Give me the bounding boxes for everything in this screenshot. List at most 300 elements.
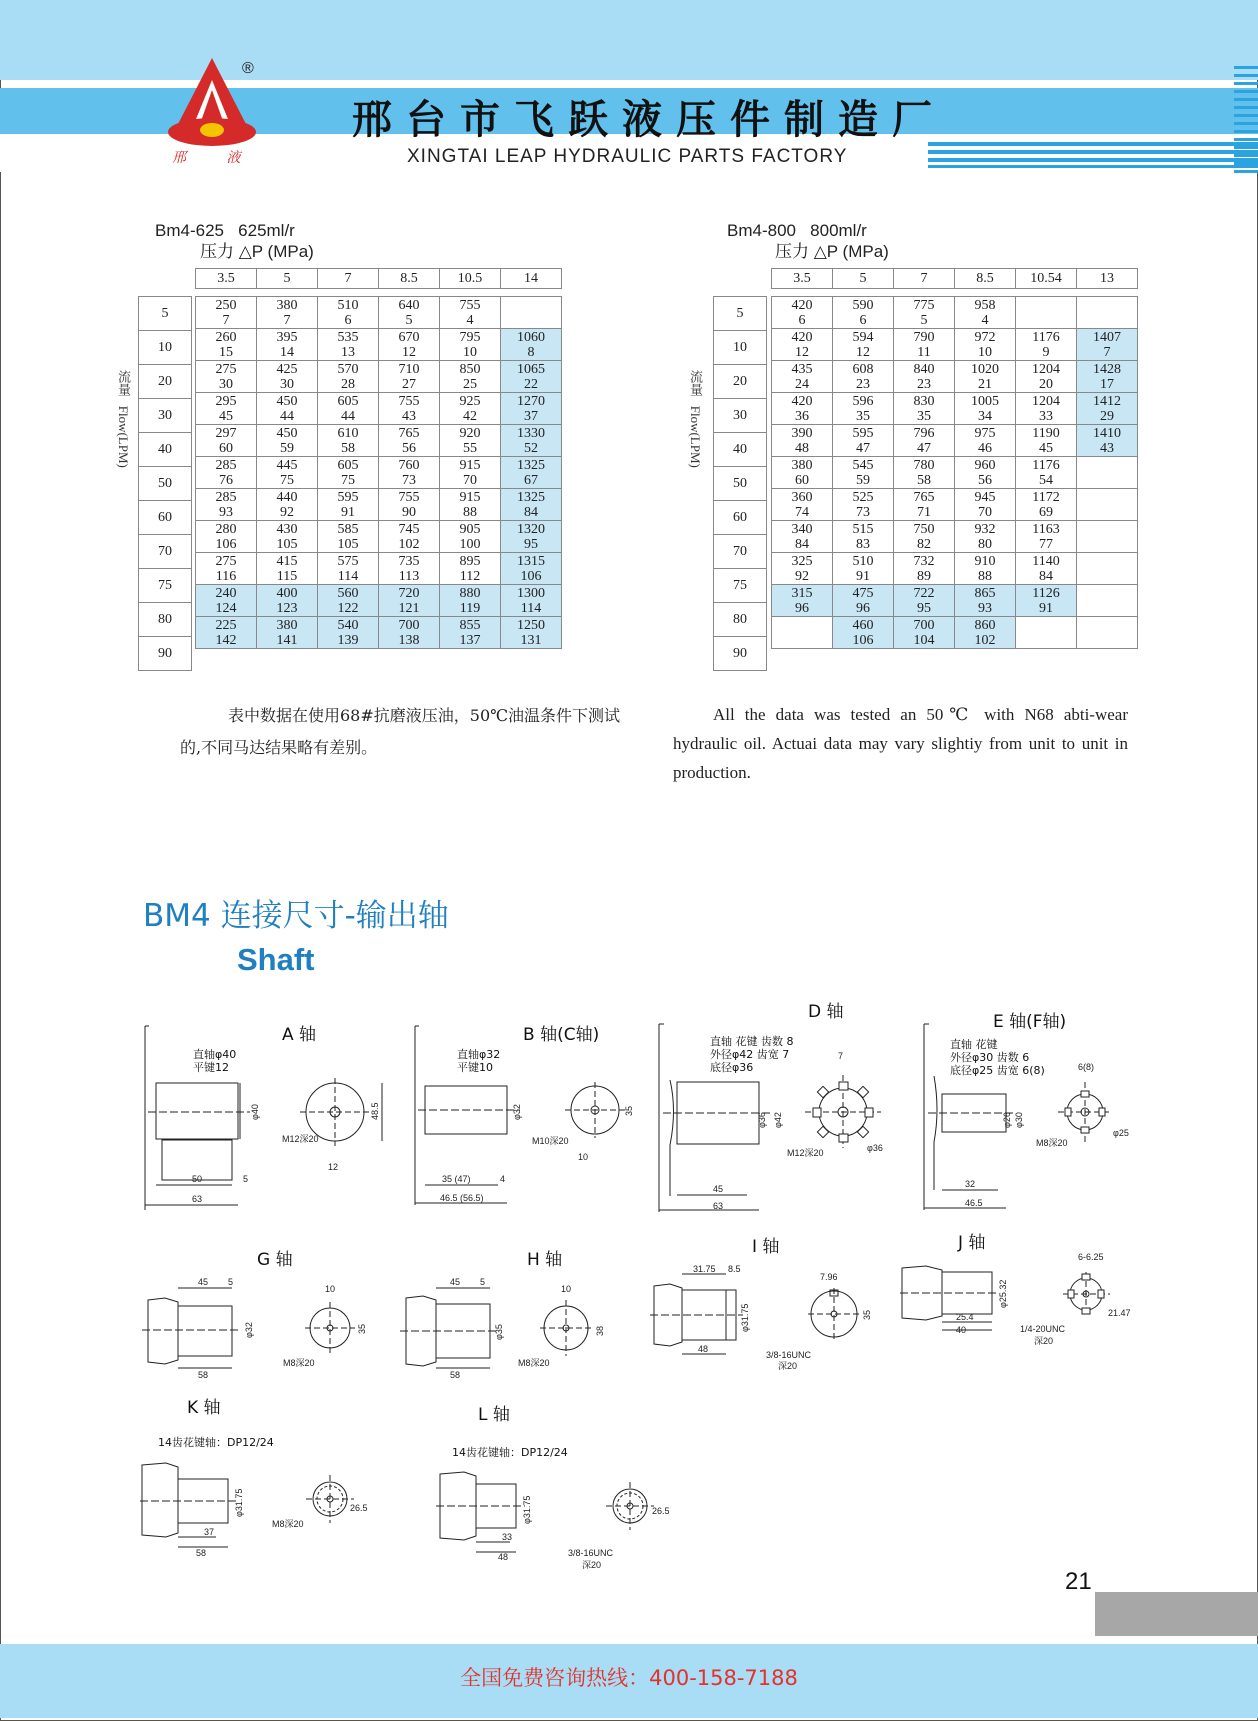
torque-value: 84 [524,504,538,520]
speed-value: 340 [791,521,813,537]
shaft-k-drawing [138,1455,378,1560]
data-cell [1077,617,1138,649]
speed-value: 795 [459,329,481,345]
speed-value: 850 [459,361,481,377]
torque-value: 74 [795,504,809,520]
speed-value: 895 [459,553,481,569]
speed-value: 1140 [1032,553,1060,569]
shaft-e-spec-line: 底径φ25 齿宽 6(8) [950,1064,1045,1077]
torque-value: 43 [1100,440,1114,456]
data-cell [1077,329,1138,361]
torque-value: 122 [337,600,359,616]
torque-value: 47 [856,440,870,456]
torque-value: 102 [974,632,996,648]
pressure-header-cell: 10.5 [440,269,501,289]
data-cell [772,393,833,425]
data-cell [833,361,894,393]
torque-value: 28 [341,376,355,392]
flow-header-cell: 75 [714,569,767,603]
torque-value: 14 [280,344,294,360]
speed-value: 560 [337,585,359,601]
speed-value: 525 [852,489,874,505]
torque-value: 84 [1039,568,1053,584]
speed-value: 735 [398,553,420,569]
speed-value: 722 [913,585,935,601]
speed-value: 380 [276,617,298,633]
torque-value: 12 [795,344,809,360]
data-cell [196,521,257,553]
torque-value: 23 [917,376,931,392]
torque-value: 138 [398,632,420,648]
pressure-header-cell: 5 [833,269,894,289]
torque-value: 52 [524,440,538,456]
shaft-b-dim: 4 [500,1174,506,1184]
data-cell [1077,393,1138,425]
shaft-j-drawing [898,1250,1138,1365]
shaft-g-dim: 58 [198,1370,209,1380]
shaft-g-dim: 35 [357,1323,367,1334]
shaft-l-dim: 33 [502,1532,513,1542]
speed-value: 925 [459,393,481,409]
torque-value: 93 [978,600,992,616]
shaft-l-dim: φ31.75 [522,1495,532,1524]
speed-value: 1163 [1032,521,1060,537]
data-cell [501,457,562,489]
speed-value: 280 [215,521,237,537]
data-cell [1016,297,1077,329]
speed-value: 775 [913,297,935,313]
data-cell [955,585,1016,617]
shaft-e-dim: φ26 [1002,1112,1012,1128]
data-cell [196,457,257,489]
torque-value: 55 [463,440,477,456]
speed-value: 1190 [1032,425,1060,441]
torque-value: 124 [215,600,237,616]
torque-value: 60 [219,440,233,456]
speed-value: 608 [852,361,874,377]
data-cell [440,585,501,617]
speed-value: 920 [459,425,481,441]
shaft-a-dim: M12深20 [282,1134,319,1144]
shaft-h-dim: φ35 [494,1324,504,1340]
speed-value: 915 [459,489,481,505]
speed-value: 1176 [1032,329,1060,345]
data-cell [257,329,318,361]
data-cell [1016,553,1077,585]
table-row [772,297,1138,329]
data-cell [196,489,257,521]
speed-value: 450 [276,425,298,441]
data-cell [440,297,501,329]
torque-value: 141 [276,632,298,648]
torque-value: 45 [1039,440,1053,456]
flow-label-cn: 流量 [688,370,703,396]
torque-value: 115 [276,568,298,584]
data-cell [196,425,257,457]
data-cell [1016,329,1077,361]
pressure-header-cell: 14 [501,269,562,289]
speed-value: 755 [459,297,481,313]
flow-header-cell: 50 [139,467,192,501]
shaft-d-spec-line: 底径φ36 [710,1061,754,1074]
shaft-j-dim: 深20 [1034,1336,1054,1346]
shaft-e-drawing [920,1020,1140,1220]
speed-value: 1325 [517,457,545,473]
data-cell [501,553,562,585]
company-logo [150,50,274,168]
torque-value: 56 [402,440,416,456]
shaft-b-label: B 轴(C轴) [523,1025,600,1045]
data-cell [833,297,894,329]
data-cell [772,297,833,329]
shaft-a-dim: 50 [192,1174,203,1184]
shaft-b-dim: 46.5 (56.5) [440,1193,484,1203]
table-row [772,617,1138,649]
torque-value: 88 [463,504,477,520]
data-cell [318,489,379,521]
torque-value: 104 [913,632,935,648]
speed-value: 445 [276,457,298,473]
speed-value: 510 [852,553,874,569]
torque-value: 89 [917,568,931,584]
table-row [196,361,562,393]
data-cell [440,457,501,489]
data-cell [318,617,379,649]
shaft-b-spec-line: 直轴φ32 [457,1048,501,1061]
torque-value: 48 [795,440,809,456]
torque-value: 91 [341,504,355,520]
torque-value: 34 [978,408,992,424]
data-cell [955,329,1016,361]
pressure-header-cell: 5 [257,269,318,289]
data-cell [501,585,562,617]
pressure-header-cell: 8.5 [379,269,440,289]
data-cell [833,329,894,361]
shaft-a-dim: 12 [328,1162,339,1172]
table-row [772,585,1138,617]
data-cell [833,393,894,425]
data-cell [894,617,955,649]
speed-value: 570 [337,361,359,377]
torque-value: 36 [795,408,809,424]
torque-value: 100 [459,536,481,552]
shaft-g-dim: φ32 [244,1322,254,1338]
torque-value: 37 [524,408,538,424]
torque-value: 46 [978,440,992,456]
torque-value: 139 [337,632,359,648]
data-cell [440,553,501,585]
shaft-i-dim: 8.5 [728,1264,741,1274]
torque-value: 59 [856,472,870,488]
shaft-l-dim: 26.5 [652,1506,670,1516]
torque-value: 83 [856,536,870,552]
torque-value: 102 [398,536,420,552]
torque-value: 121 [398,600,420,616]
speed-value: 700 [398,617,420,633]
torque-value: 44 [341,408,355,424]
data-cell [440,489,501,521]
table-row [196,457,562,489]
torque-value: 6 [344,312,352,328]
data-cell [1016,393,1077,425]
speed-value: 1005 [971,393,999,409]
shaft-g-label: G 轴 [257,1250,293,1270]
table2-flow-axis-label [686,370,705,468]
flow-header-cell: 40 [714,433,767,467]
data-cell [772,553,833,585]
data-cell [318,553,379,585]
table-row [772,425,1138,457]
torque-value: 105 [337,536,359,552]
shaft-d-label: D 轴 [808,1002,844,1022]
torque-value: 95 [524,536,538,552]
flow-header-cell: 90 [714,637,767,671]
speed-value: 905 [459,521,481,537]
torque-value: 67 [524,472,538,488]
data-cell [501,425,562,457]
speed-value: 780 [913,457,935,473]
shaft-l-spec: 14齿花键轴：DP12/24 [452,1446,568,1459]
speed-value: 475 [852,585,874,601]
shaft-i-dim: 3/8-16UNC [766,1350,812,1360]
data-cell [894,489,955,521]
shaft-h-dim: M8深20 [518,1358,550,1368]
shaft-a-spec-line: 直轴φ40 [193,1048,237,1061]
header-stripe [928,165,1258,168]
speed-value: 460 [852,617,874,633]
torque-value: 4 [466,312,474,328]
shaft-g-drawing [140,1270,390,1380]
shaft-e-dim: φ30 [1014,1112,1024,1128]
data-cell [196,361,257,393]
speed-value: 1020 [971,361,999,377]
data-cell [501,297,562,329]
torque-value: 58 [341,440,355,456]
torque-value: 106 [852,632,874,648]
shaft-a-drawing [140,1020,400,1220]
header-side-stripes [1234,66,1258,186]
speed-value: 225 [215,617,237,633]
speed-value: 515 [852,521,874,537]
data-cell [196,585,257,617]
speed-value: 540 [337,617,359,633]
data-cell [772,585,833,617]
pressure-header-cell: 10.54 [1016,269,1077,289]
torque-value: 76 [219,472,233,488]
torque-value: 91 [856,568,870,584]
shaft-h-label: H 轴 [527,1250,563,1270]
data-cell [772,617,833,649]
speed-value: 700 [913,617,935,633]
speed-value: 945 [974,489,996,505]
torque-value: 105 [276,536,298,552]
table2-model: Bm4-800 [727,221,796,240]
data-cell [955,361,1016,393]
pressure-header-cell: 13 [1077,269,1138,289]
data-cell [318,585,379,617]
speed-value: 1325 [517,489,545,505]
speed-value: 830 [913,393,935,409]
shaft-d-drawing [655,1020,905,1220]
data-cell [318,329,379,361]
torque-value: 92 [795,568,809,584]
shaft-d-dim: M12深20 [787,1148,824,1158]
torque-value: 131 [520,632,542,648]
speed-value: 250 [215,297,237,313]
table-row [196,585,562,617]
table-row [196,521,562,553]
speed-value: 755 [398,489,420,505]
torque-value: 13 [341,344,355,360]
torque-value: 137 [459,632,481,648]
table-row [772,361,1138,393]
speed-value: 855 [459,617,481,633]
data-cell [955,297,1016,329]
speed-value: 590 [852,297,874,313]
shaft-e-dim: φ25 [1113,1128,1129,1138]
data-cell [1077,361,1138,393]
table1-data-grid [195,296,562,649]
data-cell [1077,489,1138,521]
speed-value: 860 [974,617,996,633]
company-name-en: XINGTAI LEAP HYDRAULIC PARTS FACTORY [407,146,848,167]
data-cell [440,617,501,649]
data-cell [440,361,501,393]
shaft-l-dim: 48 [498,1552,509,1562]
table-row [772,521,1138,553]
shaft-b-dim: M10深20 [532,1136,569,1146]
torque-value: 123 [276,600,298,616]
torque-value: 70 [463,472,477,488]
speed-value: 535 [337,329,359,345]
speed-value: 420 [791,393,813,409]
shaft-h-dim: 10 [561,1284,572,1294]
speed-value: 325 [791,553,813,569]
header-stripe [928,158,1258,162]
shaft-d-spec-line: 外径φ42 齿宽 7 [710,1048,790,1061]
shaft-k-dim: M8深20 [272,1519,304,1529]
torque-value: 93 [219,504,233,520]
speed-value: 1176 [1032,457,1060,473]
speed-value: 865 [974,585,996,601]
speed-value: 710 [398,361,420,377]
torque-value: 73 [402,472,416,488]
torque-value: 77 [1039,536,1053,552]
data-cell [257,521,318,553]
data-cell [379,361,440,393]
speed-value: 380 [791,457,813,473]
torque-value: 73 [856,504,870,520]
speed-value: 605 [337,457,359,473]
speed-value: 1300 [517,585,545,601]
speed-value: 972 [974,329,996,345]
registered-mark: ® [242,60,254,77]
torque-value: 9 [1042,344,1050,360]
speed-value: 275 [215,553,237,569]
torque-value: 58 [917,472,931,488]
flow-header-cell: 70 [714,535,767,569]
torque-value: 70 [978,504,992,520]
shaft-h-dim: 45 [450,1277,461,1287]
shaft-b-dim: 35 (47) [442,1174,471,1184]
shaft-j-dim: 6-6.25 [1078,1252,1104,1262]
torque-value: 12 [856,344,870,360]
speed-value: 1270 [517,393,545,409]
shaft-i-dim: 48 [698,1344,709,1354]
data-cell [196,393,257,425]
shaft-g-dim: 10 [325,1284,336,1294]
torque-value: 29 [1100,408,1114,424]
shaft-b-dim: φ32 [512,1104,522,1120]
speed-value: 750 [913,521,935,537]
torque-value: 114 [337,568,359,584]
shaft-e-dim: M8深20 [1036,1138,1068,1148]
shaft-k-dim: φ31.75 [234,1488,244,1517]
data-cell [379,617,440,649]
data-cell [1016,425,1077,457]
torque-value: 25 [463,376,477,392]
speed-value: 390 [791,425,813,441]
torque-value: 84 [795,536,809,552]
shaft-l-label: L 轴 [478,1405,510,1425]
logo-text: 邢 液 [172,150,259,166]
torque-value: 27 [402,376,416,392]
speed-value: 755 [398,393,420,409]
flow-header-cell: 10 [139,331,192,365]
shaft-a-dim: 48.5 [370,1102,380,1120]
flow-header-cell: 60 [714,501,767,535]
shaft-e-spec-line: 直轴 花键 [950,1038,998,1051]
table-row [772,457,1138,489]
data-cell [772,521,833,553]
torque-value: 21 [978,376,992,392]
torque-value: 59 [280,440,294,456]
shaft-h-dim: 5 [480,1277,486,1287]
data-cell [1077,457,1138,489]
data-cell [772,489,833,521]
data-cell [257,297,318,329]
flow-label-cn: 流量 [116,370,131,396]
data-cell [440,521,501,553]
torque-value: 10 [978,344,992,360]
torque-value: 80 [978,536,992,552]
data-cell [894,361,955,393]
speed-value: 1315 [517,553,545,569]
table-row [772,489,1138,521]
torque-value: 96 [795,600,809,616]
note-english: All the data was tested an 50℃ with N68 abti-wear hydraulic oil. Actuai data may vary slightiy from unit to unit in production. [673,705,1128,782]
table2-pressure-label: 压力 △P (MPa) [775,242,889,261]
shaft-i-dim: 7.96 [820,1272,838,1282]
table2-displacement: 800ml/r [810,221,867,240]
data-cell [257,617,318,649]
torque-value: 90 [402,504,416,520]
speed-value: 1330 [517,425,545,441]
table-row [196,425,562,457]
speed-value: 1065 [517,361,545,377]
speed-value: 1204 [1032,393,1060,409]
speed-value: 670 [398,329,420,345]
shaft-b-dim: 35 [624,1105,634,1116]
data-cell [955,425,1016,457]
speed-value: 745 [398,521,420,537]
speed-value: 595 [852,425,874,441]
torque-value: 82 [917,536,931,552]
data-cell [257,457,318,489]
shaft-b-spec-line: 平键10 [457,1061,493,1074]
shaft-j-dim: 25.4 [956,1312,974,1322]
note-chinese: 表中数据在使用68#抗磨液压油，50℃油温条件下测试的,不同马达结果略有差别。 [180,706,621,757]
